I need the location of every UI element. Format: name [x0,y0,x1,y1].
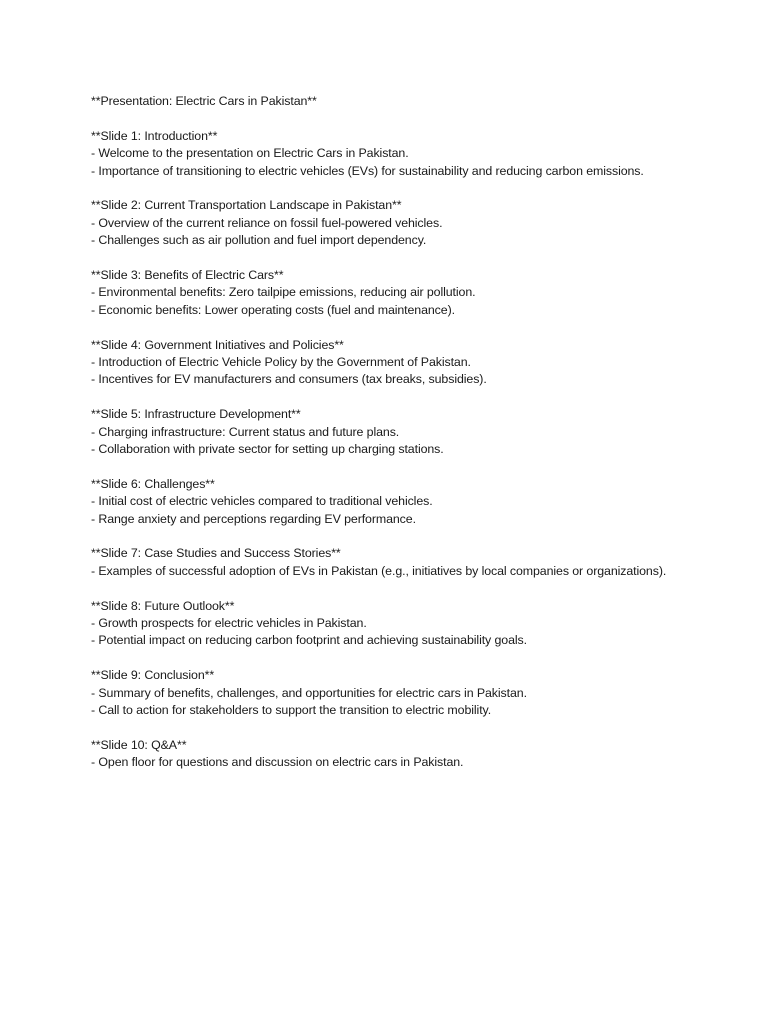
bullet-item: - Initial cost of electric vehicles compared to traditional vehicles. [91,494,433,509]
bullet-list [91,284,731,319]
bullet-item: - Economic benefits: Lower operating costs (fuel and maintenance). [91,302,455,317]
slide-title: **Slide 1: Introduction** [91,128,218,143]
slide-title: **Slide 9: Conclusion** [91,668,215,683]
slide-section-10 [91,737,731,772]
slide-title: **Slide 6: Challenges** [91,476,215,491]
bullet-item: - Challenges such as air pollution and fuel import dependency. [91,233,427,248]
bullet-list [91,615,731,650]
bullet-item: - Charging infrastructure: Current status and future plans. [91,424,400,439]
slide-title: **Slide 3: Benefits of Electric Cars** [91,268,284,283]
bullet-list [91,685,731,720]
bullet-list [91,493,731,528]
slide-title: **Slide 2: Current Transportation Landscape in Pakistan** [91,198,402,213]
slide-section-3 [91,267,731,319]
slide-title: **Slide 10: Q&A** [91,737,187,752]
slide-title: **Slide 7: Case Studies and Success Stories** [91,546,341,561]
bullet-item: - Potential impact on reducing carbon footprint and achieving sustainability goals. [91,633,527,648]
bullet-item: - Overview of the current reliance on fossil fuel-powered vehicles. [91,215,443,230]
bullet-item: - Collaboration with private sector for setting up charging stations. [91,442,444,457]
slide-section-8 [91,598,731,650]
bullet-item: - Growth prospects for electric vehicles in Pakistan. [91,616,367,631]
bullet-list [91,215,731,250]
bullet-item: - Examples of successful adoption of EVs in Pakistan (e.g., initiatives by local companies or organizations). [91,563,667,578]
slide-title: **Slide 8: Future Outlook** [91,598,235,613]
bullet-list [91,424,731,459]
bullet-item: - Call to action for stakeholders to support the transition to electric mobility. [91,703,492,718]
bullet-item: - Environmental benefits: Zero tailpipe emissions, reducing air pollution. [91,285,476,300]
slide-title: **Slide 5: Infrastructure Development** [91,407,301,422]
slide-section-7 [91,545,731,580]
bullet-item: - Welcome to the presentation on Electric Cars in Pakistan. [91,146,409,161]
slide-section-6 [91,476,731,528]
bullet-item: - Importance of transitioning to electric vehicles (EVs) for sustainability and reducing carbon emissions. [91,163,644,178]
slide-section-1 [91,128,731,180]
slide-section-5 [91,406,731,458]
bullet-list [91,145,731,180]
bullet-list [91,354,731,389]
document-body [91,93,731,789]
document-title: **Presentation: Electric Cars in Pakistan** [91,94,317,108]
bullet-list [91,754,731,771]
slide-section-9 [91,667,731,719]
bullet-item: - Open floor for questions and discussion on electric cars in Pakistan. [91,755,464,770]
bullet-item: - Summary of benefits, challenges, and opportunities for electric cars in Pakistan. [91,685,527,700]
bullet-item: - Range anxiety and perceptions regarding EV performance. [91,511,416,526]
bullet-item: - Incentives for EV manufacturers and consumers (tax breaks, subsidies). [91,372,487,387]
bullet-list [91,563,731,580]
bullet-item: - Introduction of Electric Vehicle Policy by the Government of Pakistan. [91,355,471,370]
slide-title: **Slide 4: Government Initiatives and Policies** [91,337,344,352]
slide-section-4 [91,337,731,389]
slide-section-2 [91,197,731,249]
